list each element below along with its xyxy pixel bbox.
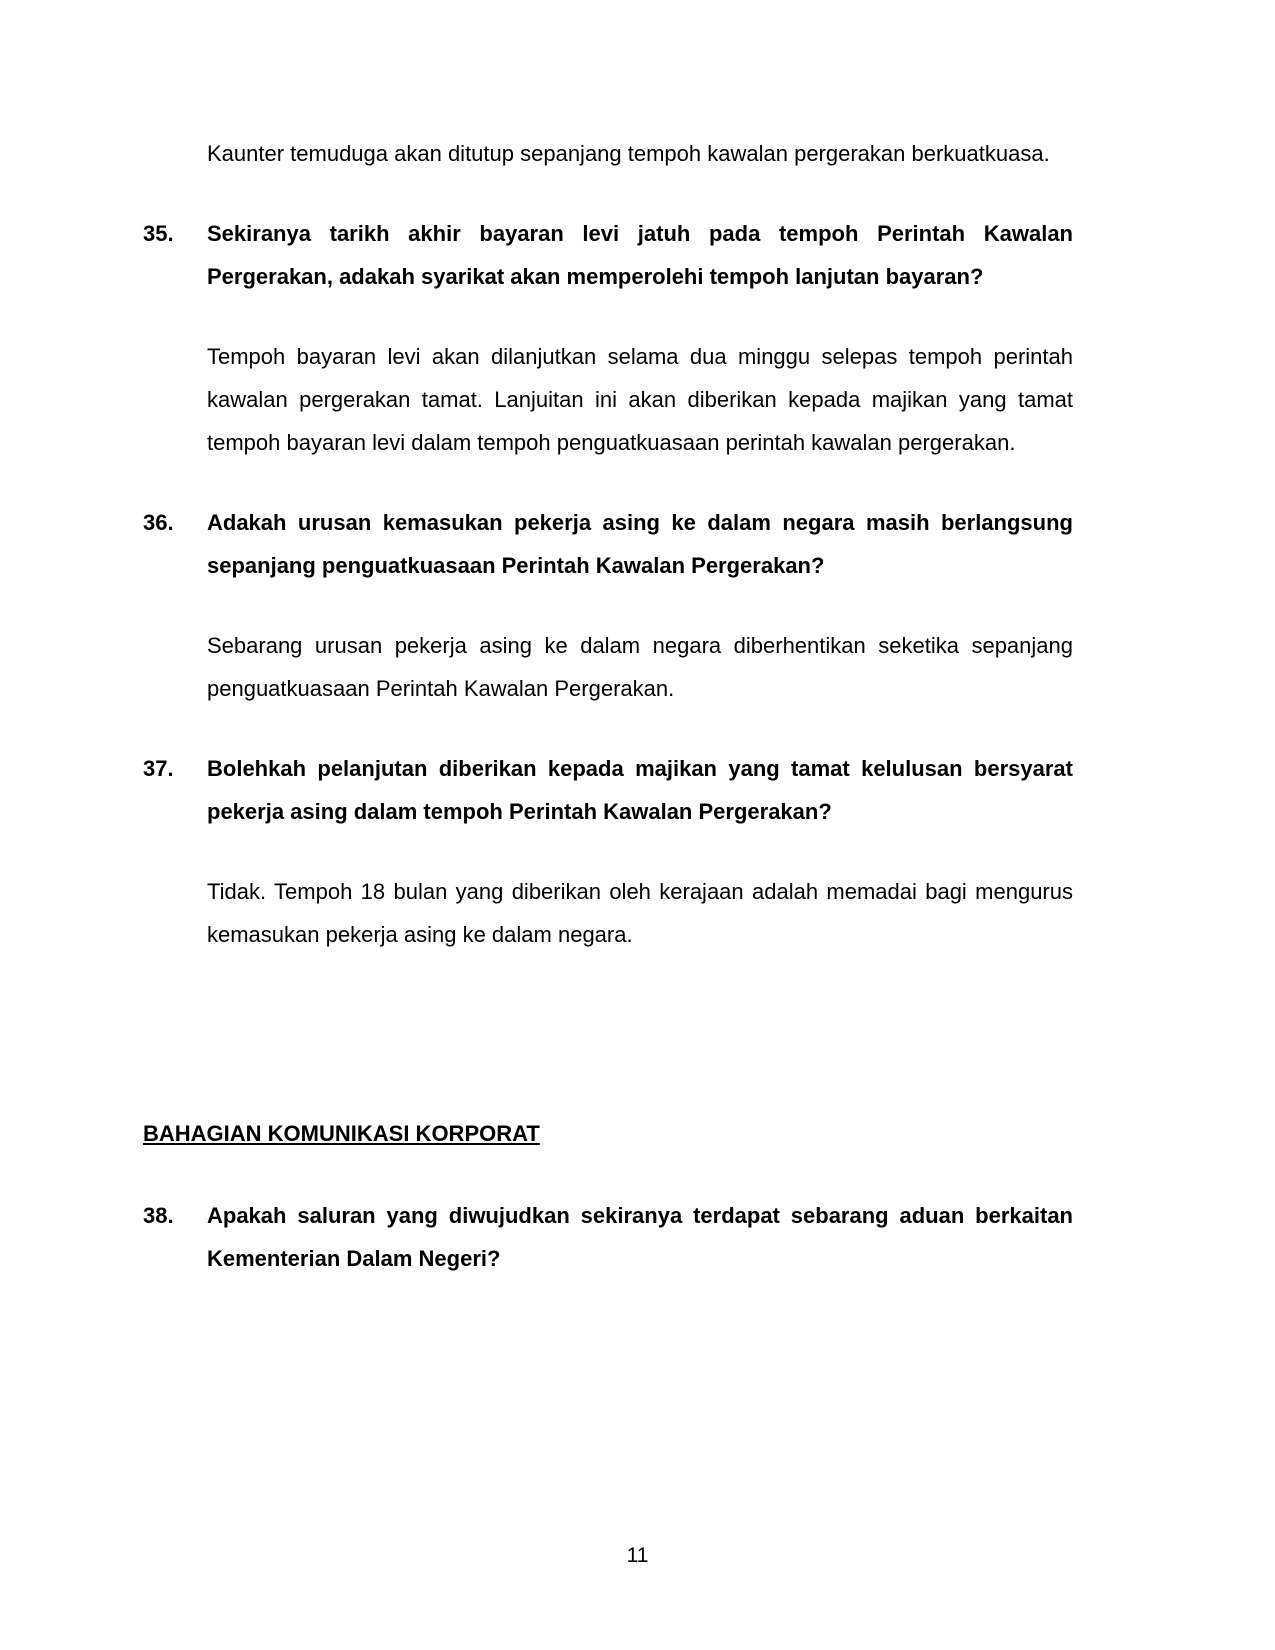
qa-item-38 [143, 1194, 1073, 1280]
qa-answer: Sebarang urusan pekerja asing ke dalam negara diberhentikan seketika sepanjang penguatkuasaan Perintah Kawalan Pergerakan. [207, 633, 1073, 701]
section-heading: BAHAGIAN KOMUNIKASI KORPORAT [143, 1121, 540, 1146]
qa-question: Bolehkah pelanjutan diberikan kepada majikan yang tamat kelulusan bersyarat pekerja asing dalam tempoh Perintah Kawalan Pergerakan? [207, 756, 1073, 824]
qa-answer: Tempoh bayaran levi akan dilanjutkan selama dua minggu selepas tempoh perintah kawalan pergerakan tamat. Lanjuitan ini akan diberikan kepada majikan yang tamat tempoh bayaran levi dalam tempoh penguatkuasaan perintah kawalan pergerakan. [207, 344, 1073, 455]
page-number: 11 [626, 1544, 649, 1567]
qa-number: 38. [143, 1203, 174, 1228]
qa-question: Adakah urusan kemasukan pekerja asing ke dalam negara masih berlangsung sepanjang penguatkuasaan Perintah Kawalan Pergerakan? [207, 510, 1073, 578]
qa-number: 36. [143, 510, 174, 535]
qa-question: Sekiranya tarikh akhir bayaran levi jatuh pada tempoh Perintah Kawalan Pergerakan, adakah syarikat akan memperolehi tempoh lanjutan bayaran? [207, 221, 1073, 289]
qa-number: 35. [143, 221, 174, 246]
qa-item-37 [143, 747, 1073, 833]
qa-item-36 [143, 501, 1073, 587]
qa-number: 37. [143, 756, 174, 781]
page-content [143, 132, 1073, 1317]
qa-item-35 [143, 212, 1073, 298]
qa-question: Apakah saluran yang diwujudkan sekiranya terdapat sebarang aduan berkaitan Kementerian Dalam Negeri? [207, 1203, 1073, 1271]
intro-paragraph: Kaunter temuduga akan ditutup sepanjang tempoh kawalan pergerakan berkuatkuasa. [207, 141, 1050, 166]
qa-answer: Tidak. Tempoh 18 bulan yang diberikan oleh kerajaan adalah memadai bagi mengurus kemasukan pekerja asing ke dalam negara. [207, 879, 1073, 947]
